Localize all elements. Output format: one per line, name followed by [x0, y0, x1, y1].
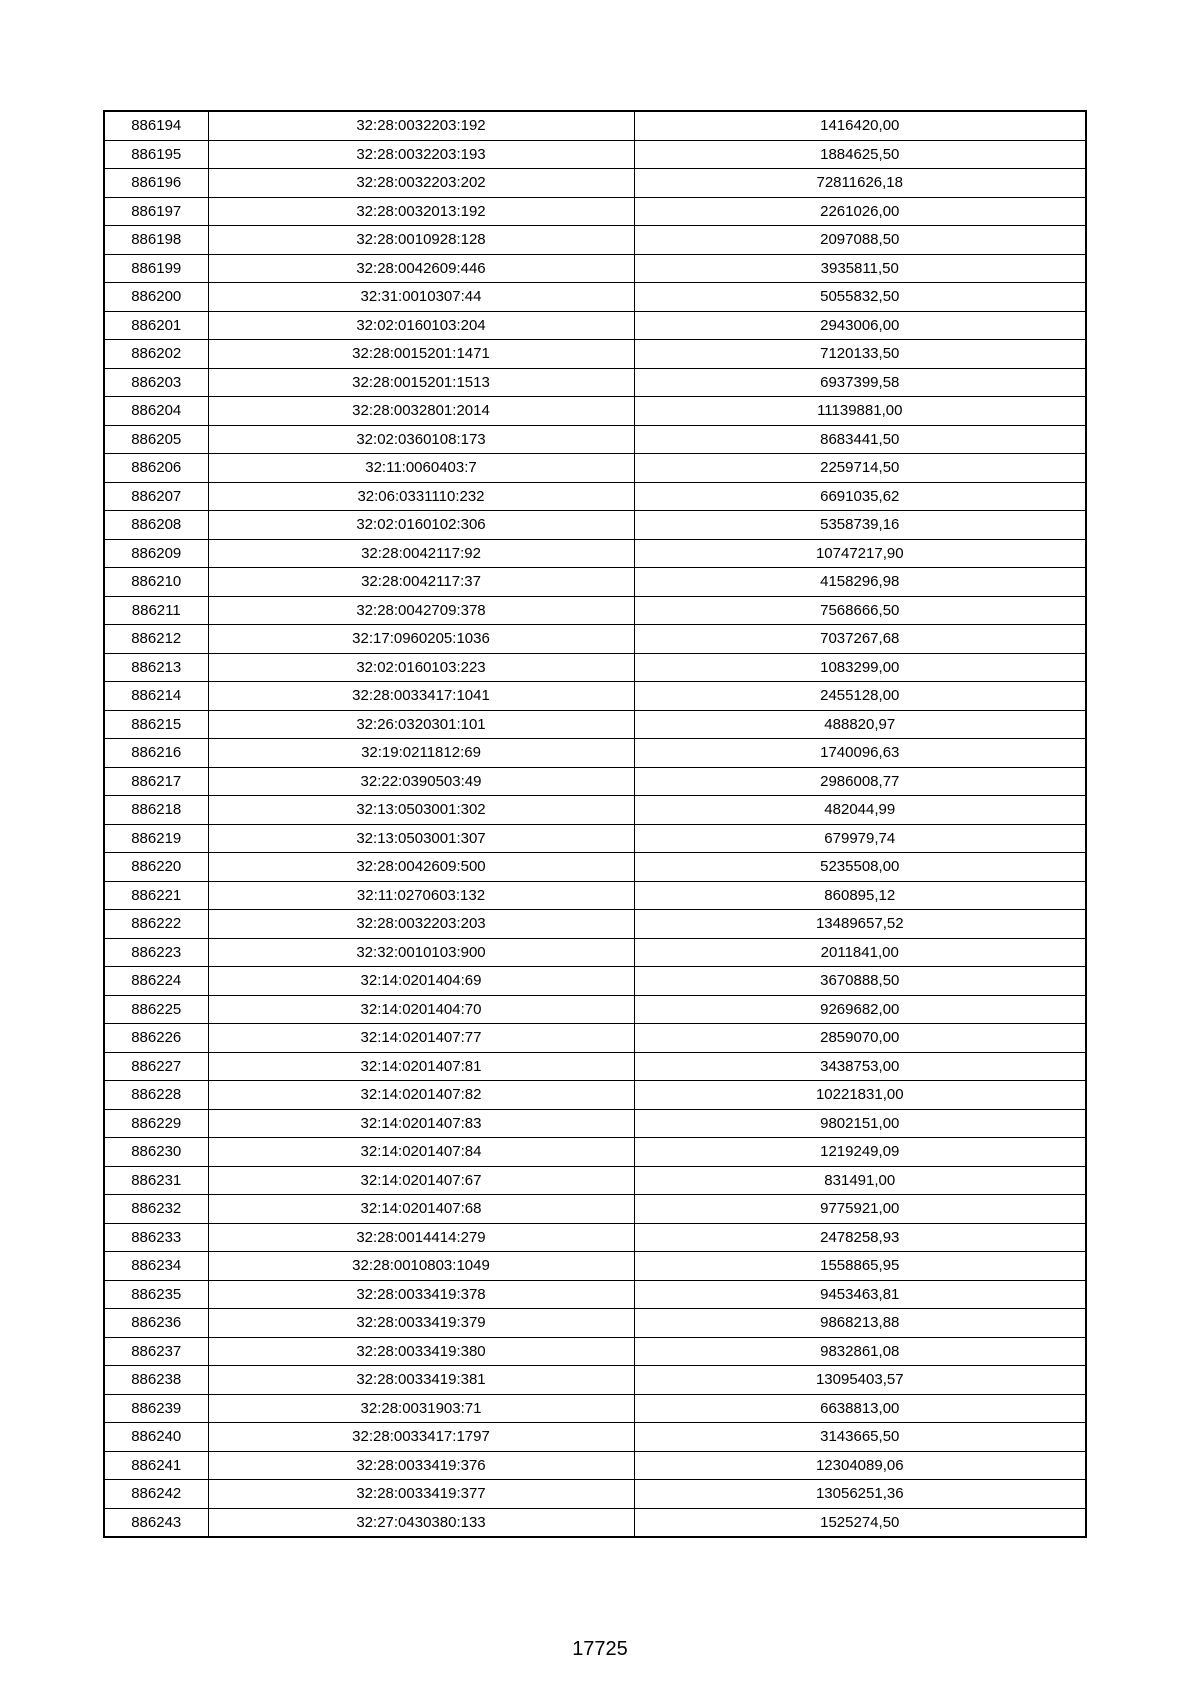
row-id-cell: 886213 — [104, 653, 208, 682]
row-id-cell: 886203 — [104, 368, 208, 397]
row-id-cell: 886235 — [104, 1280, 208, 1309]
row-id-cell: 886216 — [104, 739, 208, 768]
table-row — [104, 596, 1086, 625]
value-cell: 3935811,50 — [634, 254, 1086, 283]
table-row — [104, 425, 1086, 454]
table-row — [104, 197, 1086, 226]
table-row — [104, 1024, 1086, 1053]
value-cell: 488820,97 — [634, 710, 1086, 739]
value-cell: 13489657,52 — [634, 910, 1086, 939]
cadastral-number-cell: 32:11:0270603:132 — [208, 881, 634, 910]
value-cell: 9802151,00 — [634, 1109, 1086, 1138]
value-cell: 2986008,77 — [634, 767, 1086, 796]
value-cell: 2097088,50 — [634, 226, 1086, 255]
row-id-cell: 886220 — [104, 853, 208, 882]
table-row — [104, 1337, 1086, 1366]
table-row — [104, 710, 1086, 739]
value-cell: 679979,74 — [634, 824, 1086, 853]
row-id-cell: 886229 — [104, 1109, 208, 1138]
value-cell: 10747217,90 — [634, 539, 1086, 568]
value-cell: 5358739,16 — [634, 511, 1086, 540]
value-cell: 1416420,00 — [634, 111, 1086, 140]
value-cell: 1740096,63 — [634, 739, 1086, 768]
table-row — [104, 111, 1086, 140]
cadastral-number-cell: 32:11:0060403:7 — [208, 454, 634, 483]
row-id-cell: 886217 — [104, 767, 208, 796]
value-cell: 2859070,00 — [634, 1024, 1086, 1053]
cadastral-number-cell: 32:28:0014414:279 — [208, 1223, 634, 1252]
value-cell: 831491,00 — [634, 1166, 1086, 1195]
value-cell: 3670888,50 — [634, 967, 1086, 996]
table-row — [104, 653, 1086, 682]
table-row — [104, 1451, 1086, 1480]
row-id-cell: 886223 — [104, 938, 208, 967]
table-row — [104, 140, 1086, 169]
table-row — [104, 1223, 1086, 1252]
value-cell: 2943006,00 — [634, 311, 1086, 340]
row-id-cell: 886200 — [104, 283, 208, 312]
value-cell: 3438753,00 — [634, 1052, 1086, 1081]
row-id-cell: 886221 — [104, 881, 208, 910]
row-id-cell: 886202 — [104, 340, 208, 369]
table-row — [104, 340, 1086, 369]
cadastral-number-cell: 32:28:0015201:1471 — [208, 340, 634, 369]
table-row — [104, 625, 1086, 654]
value-cell: 1884625,50 — [634, 140, 1086, 169]
row-id-cell: 886230 — [104, 1138, 208, 1167]
value-cell: 860895,12 — [634, 881, 1086, 910]
cadastral-number-cell: 32:28:0042609:500 — [208, 853, 634, 882]
table-row — [104, 283, 1086, 312]
table-row — [104, 1480, 1086, 1509]
cadastral-number-cell: 32:28:0010803:1049 — [208, 1252, 634, 1281]
row-id-cell: 886242 — [104, 1480, 208, 1509]
cadastral-number-cell: 32:28:0042709:378 — [208, 596, 634, 625]
cadastral-number-cell: 32:17:0960205:1036 — [208, 625, 634, 654]
table-row — [104, 967, 1086, 996]
row-id-cell: 886199 — [104, 254, 208, 283]
table-row — [104, 568, 1086, 597]
row-id-cell: 886243 — [104, 1508, 208, 1537]
row-id-cell: 886196 — [104, 169, 208, 198]
cadastral-number-cell: 32:13:0503001:307 — [208, 824, 634, 853]
cadastral-number-cell: 32:28:0042117:92 — [208, 539, 634, 568]
table-row — [104, 397, 1086, 426]
row-id-cell: 886204 — [104, 397, 208, 426]
value-cell: 2259714,50 — [634, 454, 1086, 483]
table-row — [104, 1309, 1086, 1338]
value-cell: 13056251,36 — [634, 1480, 1086, 1509]
cadastral-number-cell: 32:28:0033419:379 — [208, 1309, 634, 1338]
cadastral-number-cell: 32:19:0211812:69 — [208, 739, 634, 768]
table-row — [104, 767, 1086, 796]
table-row — [104, 853, 1086, 882]
row-id-cell: 886236 — [104, 1309, 208, 1338]
cadastral-number-cell: 32:14:0201407:82 — [208, 1081, 634, 1110]
value-cell: 1219249,09 — [634, 1138, 1086, 1167]
table-row — [104, 1081, 1086, 1110]
table-row — [104, 1280, 1086, 1309]
table-row — [104, 1052, 1086, 1081]
cadastral-number-cell: 32:14:0201404:69 — [208, 967, 634, 996]
value-cell: 12304089,06 — [634, 1451, 1086, 1480]
cadastral-number-cell: 32:28:0032203:202 — [208, 169, 634, 198]
table-row — [104, 995, 1086, 1024]
row-id-cell: 886227 — [104, 1052, 208, 1081]
value-cell: 482044,99 — [634, 796, 1086, 825]
row-id-cell: 886198 — [104, 226, 208, 255]
value-cell: 7120133,50 — [634, 340, 1086, 369]
row-id-cell: 886210 — [104, 568, 208, 597]
value-cell: 9269682,00 — [634, 995, 1086, 1024]
table-row — [104, 682, 1086, 711]
row-id-cell: 886237 — [104, 1337, 208, 1366]
cadastral-number-cell: 32:14:0201407:77 — [208, 1024, 634, 1053]
cadastral-number-cell: 32:28:0033417:1041 — [208, 682, 634, 711]
cadastral-number-cell: 32:14:0201407:84 — [208, 1138, 634, 1167]
value-cell: 11139881,00 — [634, 397, 1086, 426]
value-cell: 4158296,98 — [634, 568, 1086, 597]
table-row — [104, 796, 1086, 825]
cadastral-number-cell: 32:28:0033417:1797 — [208, 1423, 634, 1452]
cadastral-number-cell: 32:22:0390503:49 — [208, 767, 634, 796]
cadastral-number-cell: 32:28:0032801:2014 — [208, 397, 634, 426]
cadastral-number-cell: 32:28:0033419:376 — [208, 1451, 634, 1480]
value-cell: 2455128,00 — [634, 682, 1086, 711]
cadastral-number-cell: 32:28:0033419:381 — [208, 1366, 634, 1395]
value-cell: 7568666,50 — [634, 596, 1086, 625]
table-row — [104, 511, 1086, 540]
cadastral-number-cell: 32:28:0033419:380 — [208, 1337, 634, 1366]
cadastral-number-cell: 32:28:0032203:203 — [208, 910, 634, 939]
row-id-cell: 886206 — [104, 454, 208, 483]
row-id-cell: 886226 — [104, 1024, 208, 1053]
value-cell: 5055832,50 — [634, 283, 1086, 312]
table-row — [104, 1394, 1086, 1423]
row-id-cell: 886207 — [104, 482, 208, 511]
value-cell: 13095403,57 — [634, 1366, 1086, 1395]
row-id-cell: 886219 — [104, 824, 208, 853]
value-cell: 2478258,93 — [634, 1223, 1086, 1252]
value-cell: 6638813,00 — [634, 1394, 1086, 1423]
cadastral-number-cell: 32:13:0503001:302 — [208, 796, 634, 825]
cadastral-number-cell: 32:02:0160103:204 — [208, 311, 634, 340]
page-number: 17725 — [572, 1638, 628, 1660]
value-cell: 6937399,58 — [634, 368, 1086, 397]
cadastral-number-cell: 32:14:0201407:67 — [208, 1166, 634, 1195]
row-id-cell: 886232 — [104, 1195, 208, 1224]
value-cell: 9868213,88 — [634, 1309, 1086, 1338]
value-cell: 9832861,08 — [634, 1337, 1086, 1366]
cadastral-value-table — [103, 110, 1087, 1538]
value-cell: 2011841,00 — [634, 938, 1086, 967]
table-row — [104, 824, 1086, 853]
row-id-cell: 886239 — [104, 1394, 208, 1423]
row-id-cell: 886209 — [104, 539, 208, 568]
row-id-cell: 886211 — [104, 596, 208, 625]
value-cell: 9775921,00 — [634, 1195, 1086, 1224]
value-cell: 2261026,00 — [634, 197, 1086, 226]
row-id-cell: 886201 — [104, 311, 208, 340]
value-cell: 10221831,00 — [634, 1081, 1086, 1110]
table-row — [104, 482, 1086, 511]
value-cell: 5235508,00 — [634, 853, 1086, 882]
cadastral-number-cell: 32:14:0201407:83 — [208, 1109, 634, 1138]
table-row — [104, 1423, 1086, 1452]
value-cell: 6691035,62 — [634, 482, 1086, 511]
cadastral-number-cell: 32:28:0015201:1513 — [208, 368, 634, 397]
table-row — [104, 1508, 1086, 1537]
row-id-cell: 886225 — [104, 995, 208, 1024]
row-id-cell: 886231 — [104, 1166, 208, 1195]
table-row — [104, 1138, 1086, 1167]
value-cell: 72811626,18 — [634, 169, 1086, 198]
row-id-cell: 886215 — [104, 710, 208, 739]
row-id-cell: 886238 — [104, 1366, 208, 1395]
table-row — [104, 881, 1086, 910]
cadastral-number-cell: 32:02:0160103:223 — [208, 653, 634, 682]
cadastral-number-cell: 32:32:0010103:900 — [208, 938, 634, 967]
row-id-cell: 886233 — [104, 1223, 208, 1252]
row-id-cell: 886222 — [104, 910, 208, 939]
value-cell: 9453463,81 — [634, 1280, 1086, 1309]
table-row — [104, 1166, 1086, 1195]
table-row — [104, 938, 1086, 967]
table-row — [104, 169, 1086, 198]
row-id-cell: 886240 — [104, 1423, 208, 1452]
value-cell: 1525274,50 — [634, 1508, 1086, 1537]
cadastral-number-cell: 32:31:0010307:44 — [208, 283, 634, 312]
table-row — [104, 1252, 1086, 1281]
table-row — [104, 739, 1086, 768]
row-id-cell: 886195 — [104, 140, 208, 169]
cadastral-number-cell: 32:28:0010928:128 — [208, 226, 634, 255]
table-row — [104, 910, 1086, 939]
value-cell: 8683441,50 — [634, 425, 1086, 454]
row-id-cell: 886208 — [104, 511, 208, 540]
cadastral-number-cell: 32:28:0033419:378 — [208, 1280, 634, 1309]
row-id-cell: 886218 — [104, 796, 208, 825]
table-row — [104, 1109, 1086, 1138]
value-cell: 7037267,68 — [634, 625, 1086, 654]
cadastral-number-cell: 32:28:0042117:37 — [208, 568, 634, 597]
cadastral-number-cell: 32:28:0031903:71 — [208, 1394, 634, 1423]
table-row — [104, 1366, 1086, 1395]
cadastral-number-cell: 32:02:0360108:173 — [208, 425, 634, 454]
value-cell: 3143665,50 — [634, 1423, 1086, 1452]
cadastral-number-cell: 32:27:0430380:133 — [208, 1508, 634, 1537]
cadastral-number-cell: 32:28:0032013:192 — [208, 197, 634, 226]
cadastral-number-cell: 32:14:0201404:70 — [208, 995, 634, 1024]
row-id-cell: 886224 — [104, 967, 208, 996]
table-row — [104, 1195, 1086, 1224]
row-id-cell: 886212 — [104, 625, 208, 654]
table-row — [104, 539, 1086, 568]
cadastral-number-cell: 32:28:0032203:192 — [208, 111, 634, 140]
row-id-cell: 886241 — [104, 1451, 208, 1480]
table-row — [104, 254, 1086, 283]
cadastral-number-cell: 32:02:0160102:306 — [208, 511, 634, 540]
row-id-cell: 886228 — [104, 1081, 208, 1110]
cadastral-number-cell: 32:26:0320301:101 — [208, 710, 634, 739]
value-cell: 1558865,95 — [634, 1252, 1086, 1281]
cadastral-number-cell: 32:14:0201407:68 — [208, 1195, 634, 1224]
row-id-cell: 886234 — [104, 1252, 208, 1281]
table-body — [104, 111, 1086, 1537]
table-row — [104, 454, 1086, 483]
cadastral-number-cell: 32:14:0201407:81 — [208, 1052, 634, 1081]
cadastral-number-cell: 32:28:0042609:446 — [208, 254, 634, 283]
table-row — [104, 311, 1086, 340]
value-cell: 1083299,00 — [634, 653, 1086, 682]
cadastral-number-cell: 32:28:0033419:377 — [208, 1480, 634, 1509]
row-id-cell: 886197 — [104, 197, 208, 226]
row-id-cell: 886214 — [104, 682, 208, 711]
table-row — [104, 368, 1086, 397]
row-id-cell: 886205 — [104, 425, 208, 454]
table-row — [104, 226, 1086, 255]
row-id-cell: 886194 — [104, 111, 208, 140]
cadastral-number-cell: 32:06:0331110:232 — [208, 482, 634, 511]
cadastral-number-cell: 32:28:0032203:193 — [208, 140, 634, 169]
